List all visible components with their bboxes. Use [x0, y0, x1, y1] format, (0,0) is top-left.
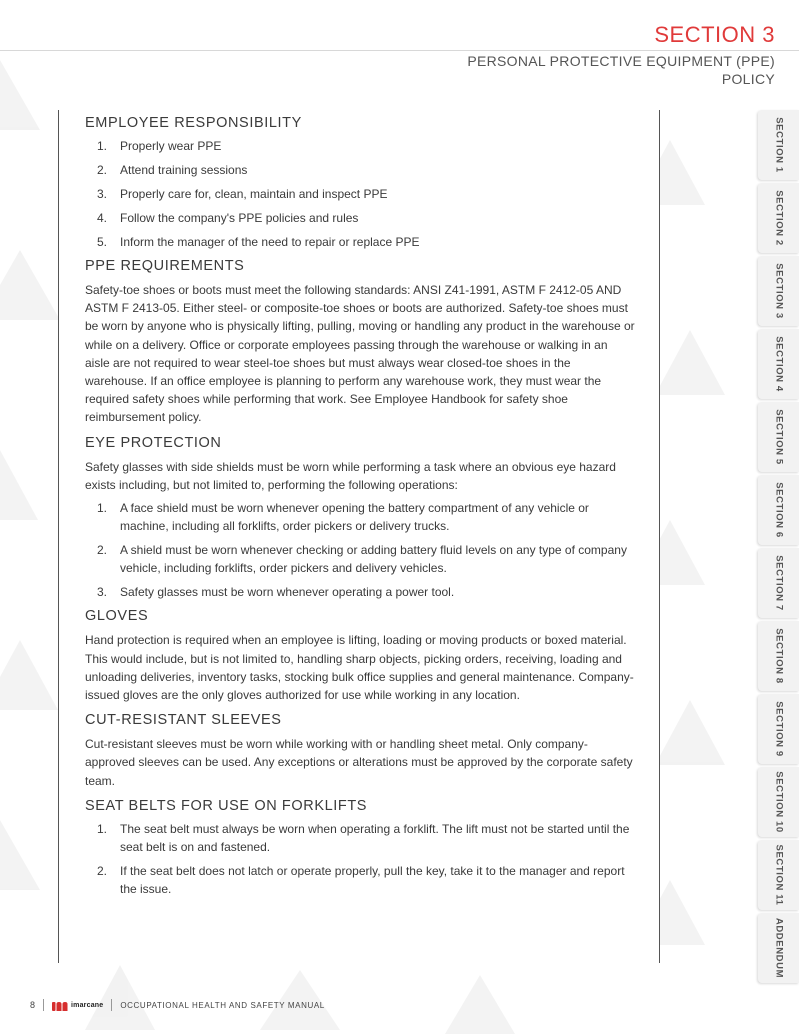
footer-divider	[43, 999, 44, 1011]
section-tabs	[758, 110, 799, 986]
tab-label: SECTION 8	[773, 628, 784, 684]
tab-label: SECTION 4	[773, 336, 784, 392]
eye-protection-text: Safety glasses with side shields must be worn while performing a task where an obvious eye hazard exists including, but not limited to, performing the following operations:	[85, 459, 616, 492]
list-item: 1. Properly wear PPE	[97, 139, 222, 153]
manual-title: OCCUPATIONAL HEALTH AND SAFETY MANUAL	[120, 1000, 325, 1010]
tab-label: SECTION 5	[773, 409, 784, 465]
brand-logo	[52, 1000, 103, 1011]
tab-label: SECTION 11	[773, 844, 784, 906]
tab-section-8[interactable]	[758, 621, 799, 691]
tab-section-3[interactable]	[758, 256, 799, 326]
list-item: 2. Attend training sessions	[97, 163, 248, 177]
section-subtitle: PERSONAL PROTECTIVE EQUIPMENT (PPE) POLICY	[467, 53, 775, 87]
ppe-requirements-text: Safety-toe shoes or boots must meet the following standards: ANSI Z41-1991, ASTM F 2412-05 AND ASTM F 2413-05. Either steel- or composite-toe shoes or boots are authorized. Safety-toe shoes must be worn by anyone who is physically lifting, pulling, moving or handling any product in the warehouse or while on a delivery. Office or corporate employees passing through the warehouse or walking in an aisle are not required to wear steel-toe shoes but must always wear closed-toe shoes in the warehouse. If an office employee is planning to perform any warehouse work, they must wear the required safety shoes while performing that work. See Employee Handbook for safety shoe reimbursement policy.	[85, 283, 635, 425]
tab-label: SECTION 1	[773, 117, 784, 173]
page-footer	[30, 996, 325, 1014]
brand-wordmark: imarcane	[71, 1001, 104, 1009]
tab-section-7[interactable]	[758, 548, 799, 618]
tab-section-11[interactable]	[758, 840, 799, 910]
tab-section-2[interactable]	[758, 183, 799, 253]
brand-mark-icon	[52, 1000, 68, 1011]
tab-addendum[interactable]	[758, 913, 799, 983]
header-rule	[0, 50, 799, 51]
list-item: 5. Inform the manager of the need to repair or replace PPE	[97, 235, 420, 249]
eye-protection-list	[85, 499, 635, 602]
cut-resistant-heading: CUT-RESISTANT SLEEVES	[85, 712, 282, 729]
list-item: 1. A face shield must be worn whenever opening the battery compartment of any vehicle or machine, including all forklifts, order pickers or delivery trucks.	[97, 501, 589, 534]
section-title: SECTION 3	[654, 22, 775, 47]
list-item: 3. Properly care for, clean, maintain and inspect PPE	[97, 187, 388, 201]
content-panel	[58, 110, 660, 963]
list-item: 3. Safety glasses must be worn whenever operating a power tool.	[97, 585, 455, 600]
tab-section-6[interactable]	[758, 475, 799, 545]
tab-label: SECTION 9	[773, 701, 784, 757]
ppe-requirements-heading: PPE REQUIREMENTS	[85, 258, 245, 274]
tab-label: SECTION 6	[773, 482, 784, 538]
page-number: 8	[30, 1000, 36, 1010]
list-item: 4. Follow the company's PPE policies and rules	[97, 211, 359, 225]
list-item: 1. The seat belt must always be worn when operating a forklift. The lift must not be started until the seat belt is on and fastened.	[97, 821, 630, 855]
tab-section-1[interactable]	[758, 110, 799, 180]
gloves-text: Hand protection is required when an employee is lifting, loading or moving products or boxed material. This would include, but is not limited to, handling sharp objects, picking orders, receiving, loading and unloading deliveries, inventory tasks, stocking bulk office supplies and general maintenance. Company-issued gloves are the only gloves authorized for use while working in any location.	[85, 633, 634, 703]
seat-belts-heading: SEAT BELTS FOR USE ON FORKLIFTS	[85, 797, 368, 814]
employee-responsibility-list	[85, 137, 635, 251]
list-item: 2. If the seat belt does not latch or operate properly, pull the key, take it to the manager and report the issue.	[97, 864, 625, 897]
list-item: 2. A shield must be worn whenever checking or adding battery fluid levels on any type of company vehicle, including forklifts, order pickers and delivery vehicles.	[97, 543, 627, 576]
seat-belts-list	[85, 820, 635, 899]
tab-section-9[interactable]	[758, 694, 799, 764]
tab-section-4[interactable]	[758, 329, 799, 399]
footer-divider	[111, 999, 112, 1011]
tab-label: ADDENDUM	[773, 917, 784, 979]
tab-label: SECTION 2	[773, 190, 784, 246]
gloves-heading: GLOVES	[85, 608, 149, 625]
employee-responsibility-heading: EMPLOYEE RESPONSIBILITY	[85, 115, 302, 131]
tab-section-5[interactable]	[758, 402, 799, 472]
tab-label: SECTION 7	[773, 555, 784, 611]
tab-label: SECTION 10	[773, 771, 784, 833]
tab-section-10[interactable]	[758, 767, 799, 837]
tab-label: SECTION 3	[773, 263, 784, 319]
eye-protection-heading: EYE PROTECTION	[85, 434, 222, 451]
cut-resistant-text: Cut-resistant sleeves must be worn while working with or handling sheet metal. Only company-approved sleeves can be used. Any exceptions or alterations must be approved by the corporate safety team.	[85, 737, 633, 788]
